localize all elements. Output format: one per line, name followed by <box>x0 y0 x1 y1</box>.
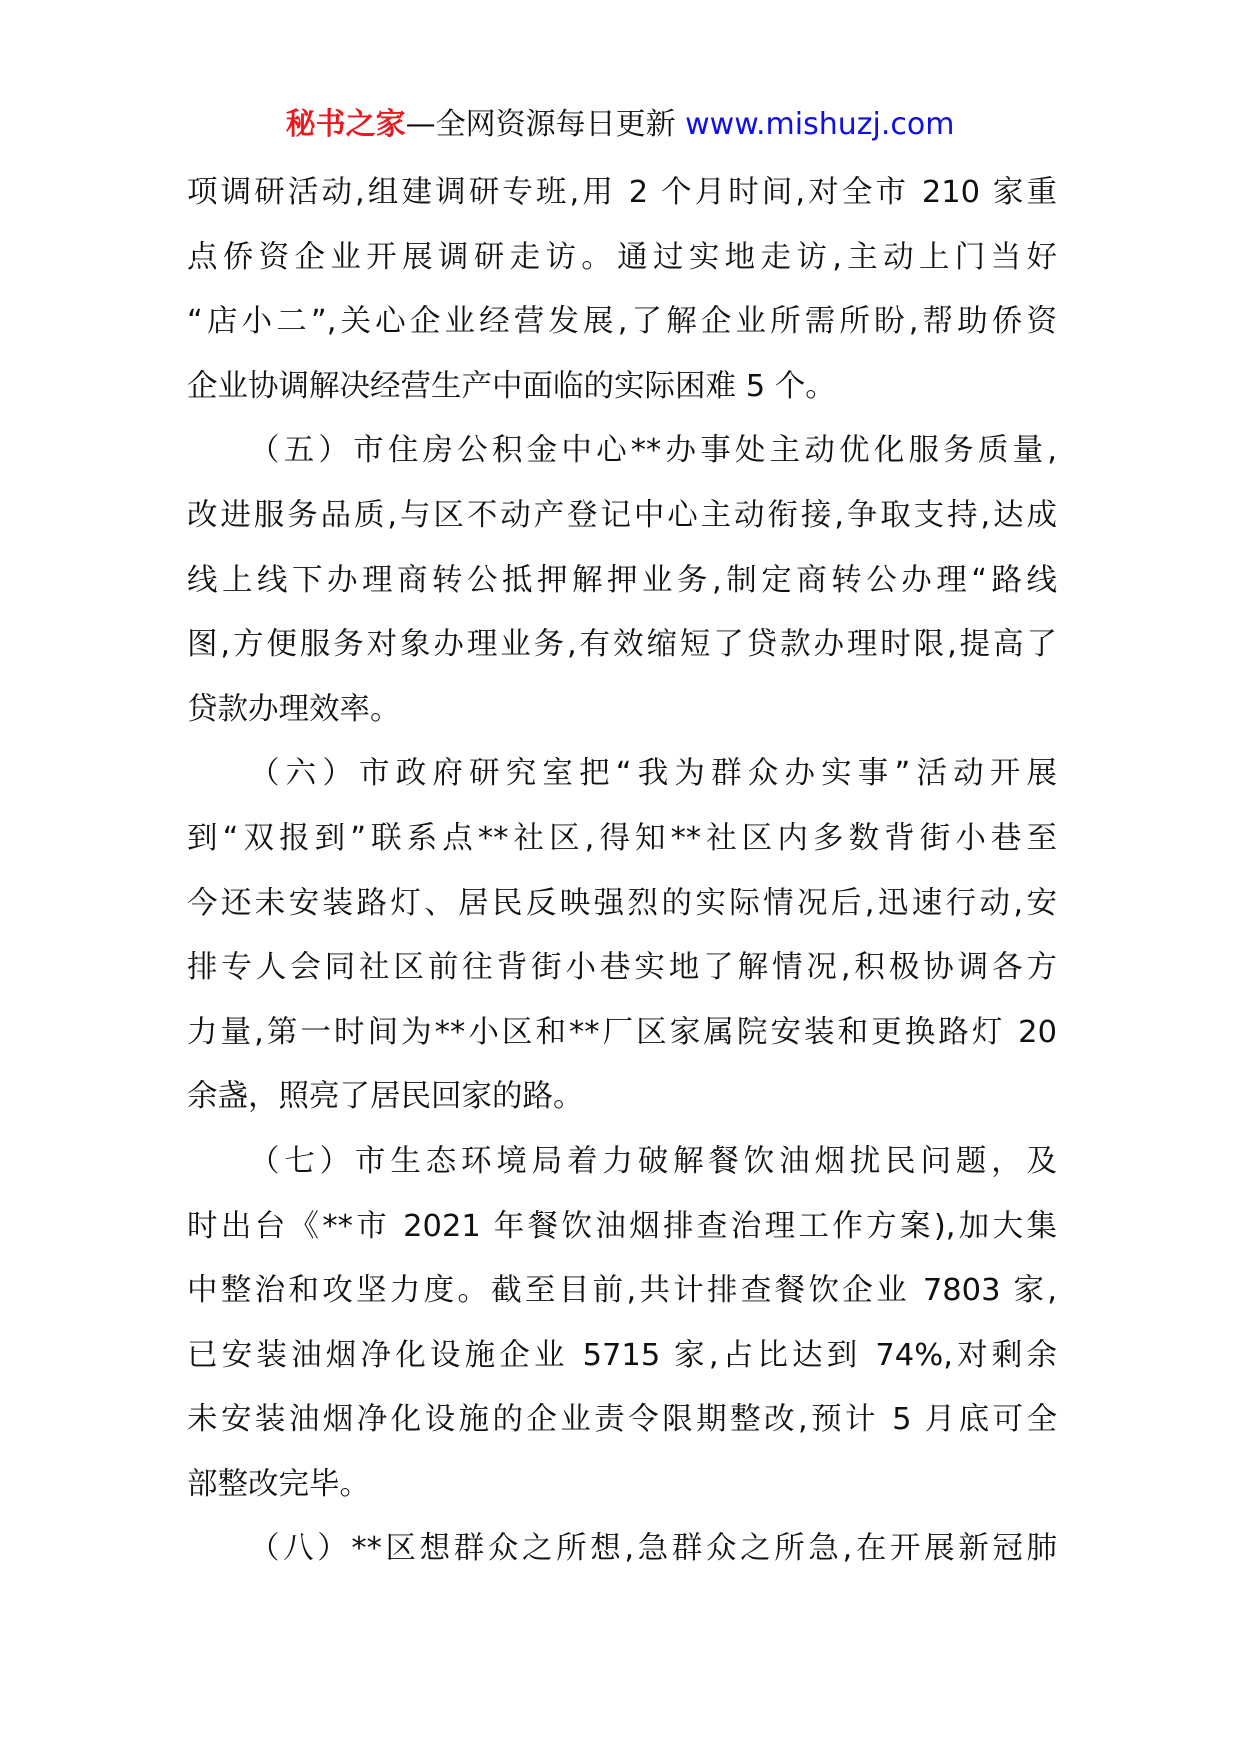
body-line: 余盏，照亮了居民回家的路。 <box>187 1079 584 1115</box>
body-line: 企业协调解决经营生产中面临的实际困难 5 个。 <box>187 368 836 404</box>
body-line: 项调研活动,组建调研专班,用 2 个月时间,对全市 210 家重 <box>187 175 1057 210</box>
body-line: （七）市生态环境局着力破解餐饮油烟扰民问题，及 <box>249 1143 1057 1179</box>
body-line: 力量,第一时间为**小区和**厂区家属院安装和更换路灯 20 <box>187 1014 1057 1050</box>
header-url-link[interactable]: www.mishuzj.com <box>685 107 955 142</box>
body-line: 未安装油烟净化设施的企业责令限期整改,预计 5 月底可全 <box>187 1402 1057 1438</box>
body-line: 部整改完毕。 <box>187 1466 370 1502</box>
body-line: 贷款办理效率。 <box>187 691 401 727</box>
body-line: （八）**区想群众之所想,急群众之所急,在开展新冠肺 <box>249 1531 1057 1567</box>
body-line: 改进服务品质,与区不动产登记中心主动衔接,争取支持,达成 <box>187 497 1057 533</box>
body-line: 时出台《**市 2021 年餐饮油烟排查治理工作方案),加大集 <box>187 1208 1057 1244</box>
body-line: （五）市住房公积金中心**办事处主动优化服务质量, <box>249 433 1057 469</box>
body-line: 排专人会同社区前往背街小巷实地了解情况,积极协调各方 <box>187 950 1057 986</box>
header-tagline: —全网资源每日更新 <box>405 107 676 142</box>
body-line: 今还未安装路灯、居民反映强烈的实际情况后,迅速行动,安 <box>187 885 1057 921</box>
body-line: 线上线下办理商转公抵押解押业务,制定商转公办理“路线 <box>187 562 1057 598</box>
body-line: 已安装油烟净化设施企业 5715 家,占比达到 74%,对剩余 <box>187 1337 1057 1373</box>
body-line: 图,方便服务对象办理业务,有效缩短了贷款办理时限,提高了 <box>187 627 1057 663</box>
body-line: 点侨资企业开展调研走访。通过实地走访,主动上门当好 <box>187 239 1057 275</box>
document-body <box>187 161 1057 1582</box>
page-header <box>0 100 1240 150</box>
body-line: （六）市政府研究室把“我为群众办实事”活动开展 <box>249 756 1057 792</box>
body-line: 中整治和攻坚力度。截至目前,共计排查餐饮企业 7803 家, <box>187 1273 1057 1309</box>
header-brand: 秘书之家 <box>285 107 406 142</box>
body-line: 到“双报到”联系点**社区,得知**社区内多数背街小巷至 <box>187 820 1057 856</box>
body-line: “店小二”,关心企业经营发展,了解企业所需所盼,帮助侨资 <box>187 304 1057 340</box>
